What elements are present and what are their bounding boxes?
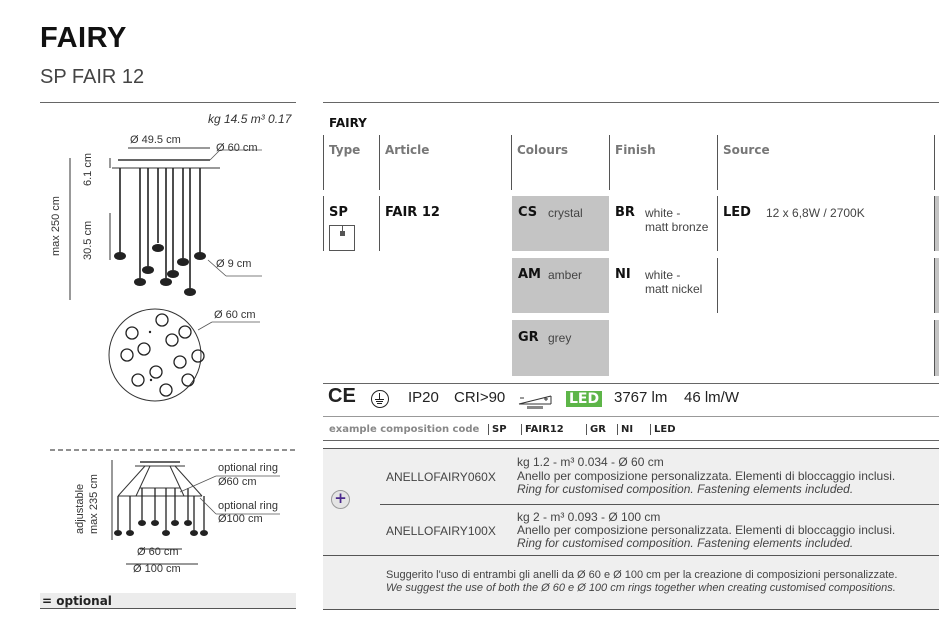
product-subtitle: SP FAIR 12 bbox=[40, 66, 145, 88]
dim-canopy: Ø 60 cm bbox=[216, 142, 258, 154]
example-code: FAIR12 bbox=[521, 424, 564, 435]
colour-code: CS bbox=[518, 205, 538, 220]
col-article: Article bbox=[385, 143, 430, 157]
ce-mark: CE bbox=[328, 385, 356, 407]
col-type: Type bbox=[329, 143, 361, 157]
optional-ring-60-label: optional ring bbox=[218, 462, 278, 474]
col-source: Source bbox=[723, 143, 770, 157]
plan-drawing bbox=[100, 300, 300, 410]
type-code: SP bbox=[329, 205, 348, 220]
finish-line1: white - bbox=[645, 268, 681, 282]
bottom-dim-100: Ø 100 cm bbox=[133, 563, 181, 575]
ring-dims: kg 1.2 - m³ 0.034 - Ø 60 cm bbox=[517, 455, 664, 469]
source-spec: 12 x 6,8W / 2700K bbox=[766, 206, 865, 220]
finish-line2: matt bronze bbox=[645, 220, 709, 234]
colour-name: amber bbox=[548, 268, 583, 282]
ring-desc-it: Anello per composizione personalizzata. Elementi di bloccaggio inclusi. bbox=[517, 523, 896, 537]
example-code: GR bbox=[586, 424, 606, 435]
plus-icon[interactable]: + bbox=[331, 490, 350, 509]
ring-article: ANELLOFAIRY100X bbox=[386, 524, 496, 538]
led-badge: LED bbox=[566, 391, 602, 407]
source-code: LED bbox=[723, 205, 751, 220]
ring-desc-it: Anello per composizione personalizzata. Elementi di bloccaggio inclusi. bbox=[517, 469, 896, 483]
note-it: Suggerito l'uso di entrambi gli anelli da Ø 60 e Ø 100 cm per la creazione di composizioni personalizzate. bbox=[386, 569, 898, 581]
bottom-dim-60: Ø 60 cm bbox=[137, 546, 179, 558]
ground-icon bbox=[371, 390, 389, 408]
finish-code: BR bbox=[615, 205, 635, 220]
ring-desc-en: Ring for customised composition. Fastening elements included. bbox=[517, 482, 854, 496]
ring-desc-en: Ring for customised composition. Fastening elements included. bbox=[517, 536, 854, 550]
colour-name: crystal bbox=[548, 206, 583, 220]
note-en: We suggest the use of both the Ø 60 e Ø 100 cm rings together when creating customised compositions. bbox=[386, 582, 896, 594]
efficacy: 46 lm/W bbox=[684, 389, 740, 406]
colour-code: GR bbox=[518, 330, 539, 345]
suspension-icon bbox=[329, 225, 355, 251]
optional-legend: = optional bbox=[42, 594, 112, 608]
elevation-drawing bbox=[40, 128, 300, 308]
colour-name: grey bbox=[548, 331, 572, 345]
optional-ring-60-dim: Ø60 cm bbox=[218, 476, 257, 488]
optional-ring-100-label: optional ring bbox=[218, 500, 278, 512]
article-code: FAIR 12 bbox=[385, 205, 440, 220]
dim-drop: 30.5 cm bbox=[82, 220, 94, 260]
cri-rating: CRI>90 bbox=[454, 389, 506, 406]
example-label: example composition code bbox=[329, 424, 480, 435]
example-code: LED bbox=[650, 424, 676, 435]
lumens: 3767 lm bbox=[614, 389, 668, 406]
adjustable-label: adjustable bbox=[74, 483, 86, 534]
colour-cell-grey bbox=[512, 320, 609, 376]
table-title: FAIRY bbox=[329, 116, 367, 130]
col-finish: Finish bbox=[615, 143, 656, 157]
dim-plan: Ø 60 cm bbox=[214, 309, 256, 321]
divider bbox=[323, 102, 939, 103]
colour-code: AM bbox=[518, 267, 541, 282]
dim-max-height: max 250 cm bbox=[50, 196, 62, 256]
finish-code: NI bbox=[615, 267, 631, 282]
col-colours: Colours bbox=[517, 143, 569, 157]
product-title: FAIRY bbox=[40, 22, 127, 54]
dim-canopy-height: 6.1 cm bbox=[82, 152, 94, 186]
example-code: NI bbox=[617, 424, 633, 435]
dimmable-icon bbox=[517, 392, 553, 412]
divider bbox=[40, 102, 296, 103]
adjustable-max: max 235 cm bbox=[88, 474, 100, 534]
ip-rating: IP20 bbox=[408, 389, 439, 406]
ring-article: ANELLOFAIRY060X bbox=[386, 470, 496, 484]
optional-ring-100-dim: Ø100 cm bbox=[218, 513, 263, 525]
finish-line2: matt nickel bbox=[645, 282, 703, 296]
example-code: SP bbox=[488, 424, 507, 435]
finish-line1: white - bbox=[645, 206, 681, 220]
dim-pendant: Ø 9 cm bbox=[216, 258, 252, 270]
weight-volume: kg 14.5 m³ 0.17 bbox=[208, 112, 292, 126]
ring-dims: kg 2 - m³ 0.093 - Ø 100 cm bbox=[517, 510, 661, 524]
dim-top-width: Ø 49.5 cm bbox=[130, 134, 181, 146]
